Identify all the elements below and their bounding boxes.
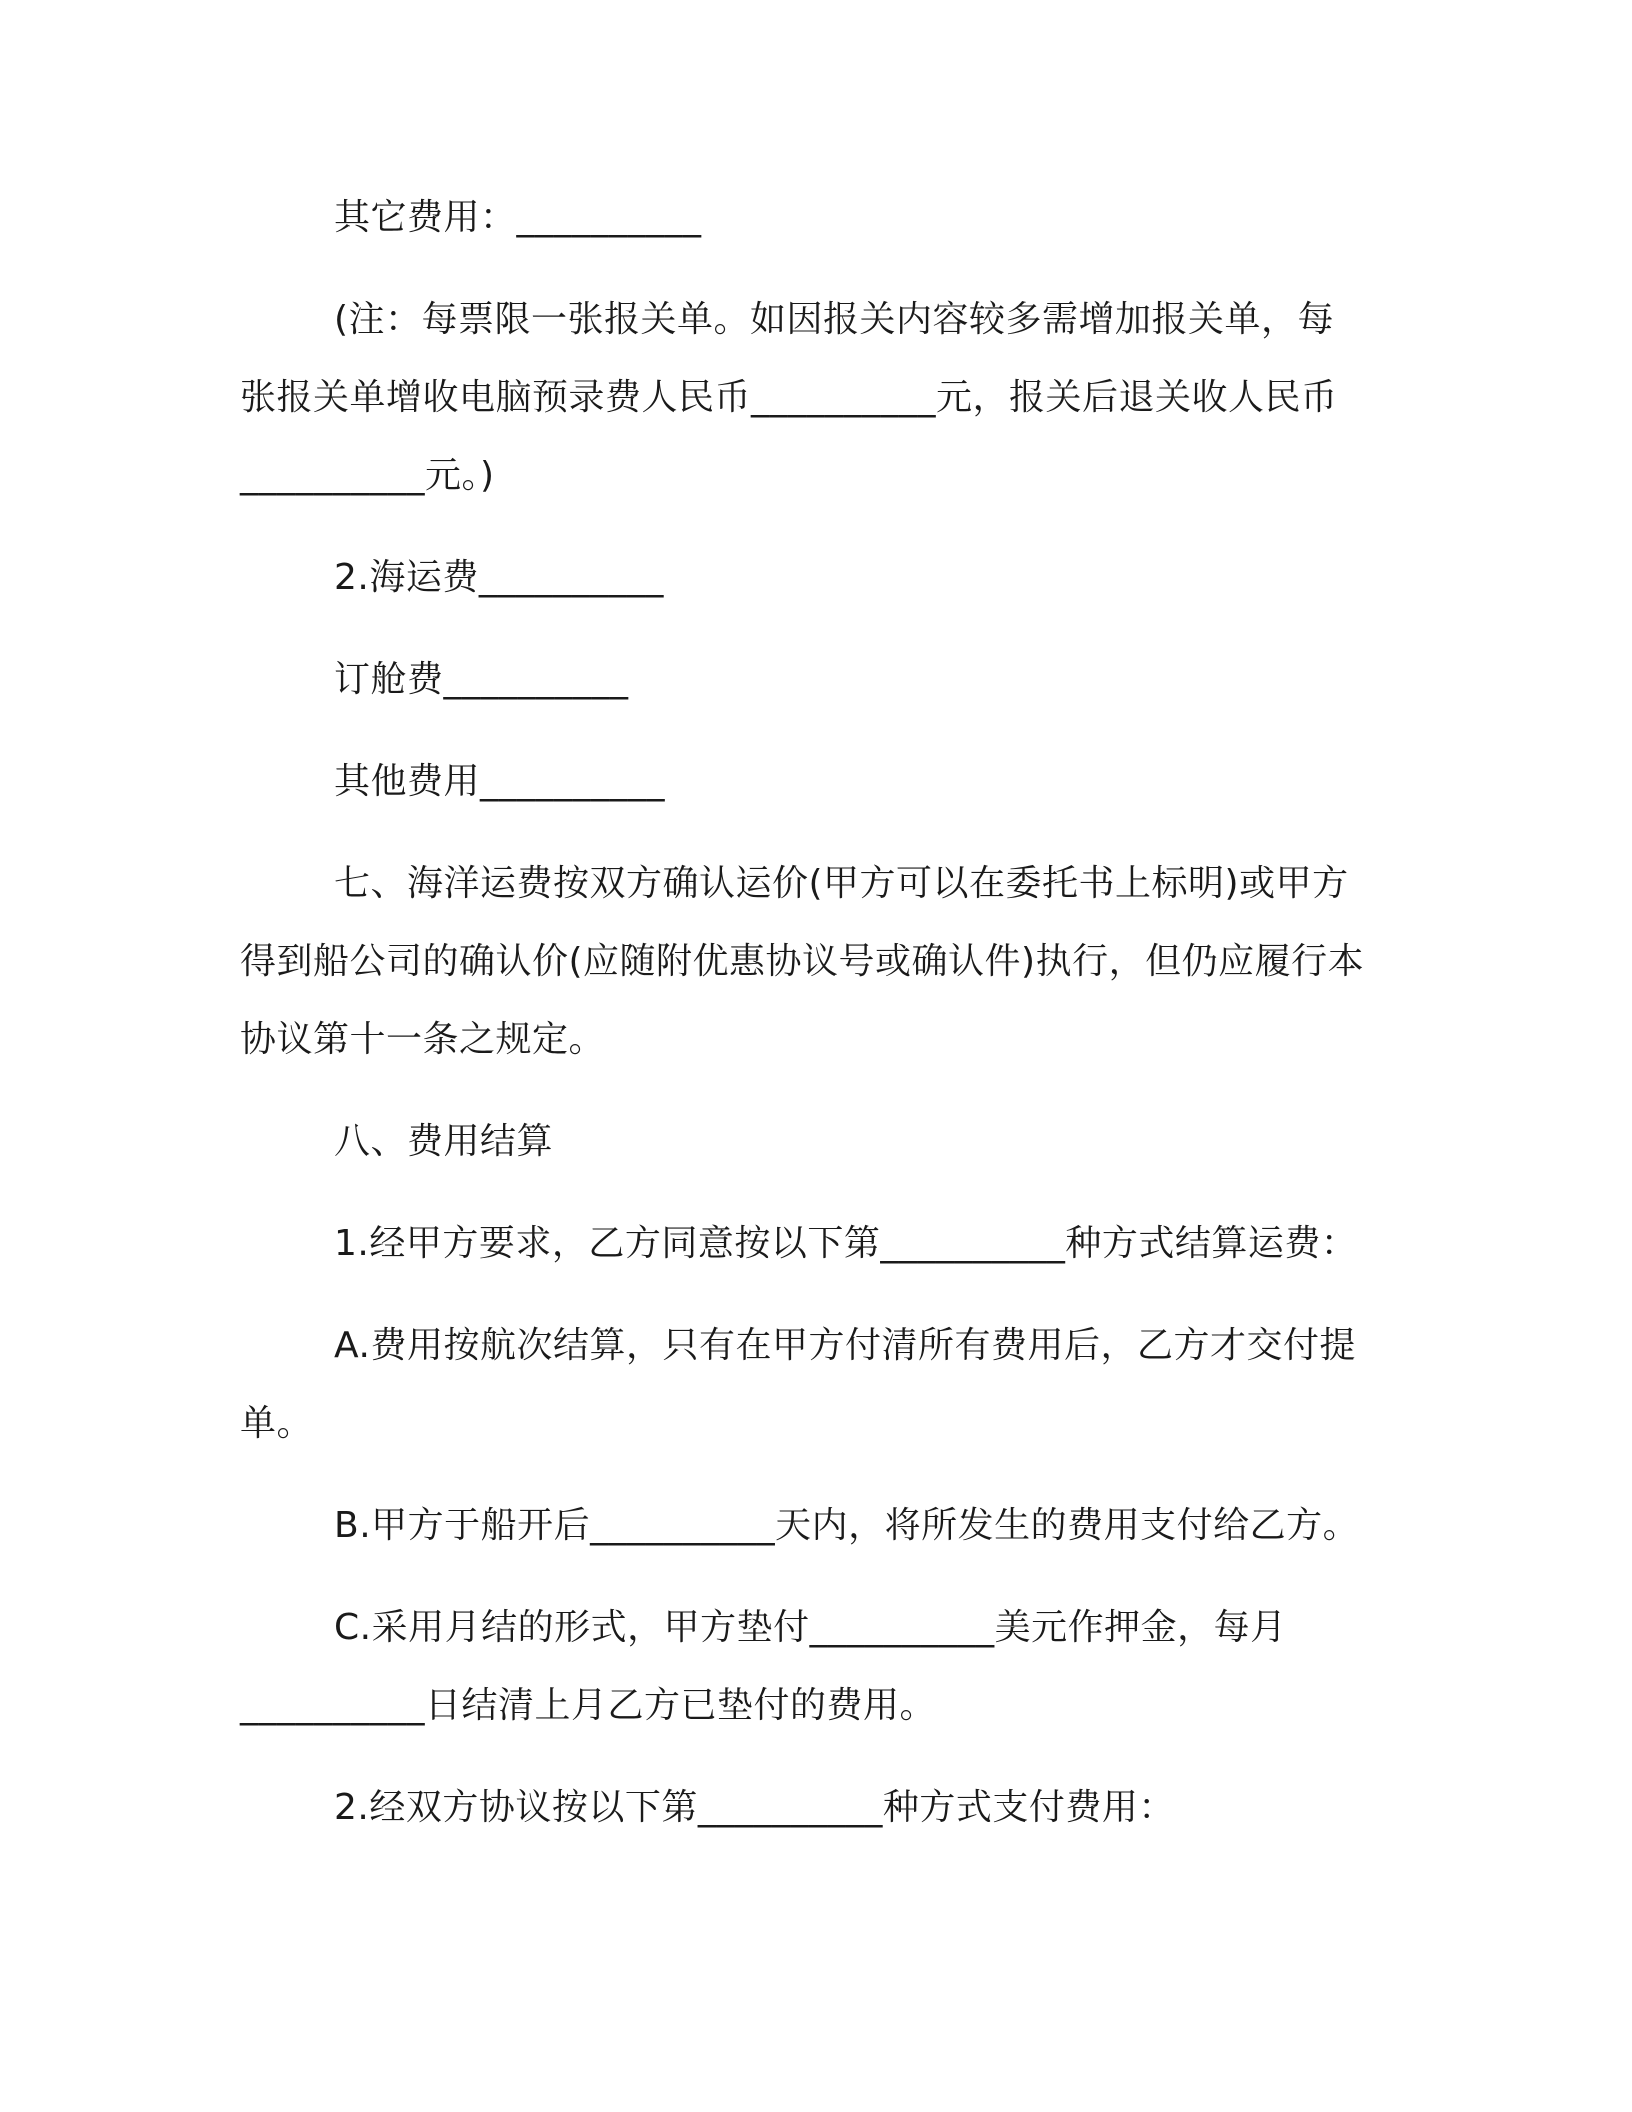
other-fees-line: 其它费用：__________ (334, 197, 702, 238)
other-expenses-line: 其他费用__________ (334, 761, 666, 802)
clause-seven-line-2: 得到船公司的确认价(应随附优惠协议号或确认件)执行，但仍应履行本 (240, 941, 1365, 982)
note-line-2: 张报关单增收电脑预录费人民币__________元，报关后退关收人民币 (240, 377, 1338, 418)
option-a-line-2: 单。 (240, 1403, 314, 1444)
note-line-1: (注：每票限一张报关单。如因报关内容较多需增加报关单，每 (334, 299, 1335, 340)
clause-eight-heading: 八、费用结算 (334, 1121, 554, 1162)
booking-fee-line: 订舱费__________ (334, 659, 629, 700)
option-b-line: B.甲方于船开后__________天内，将所发生的费用支付给乙方。 (334, 1505, 1360, 1546)
settlement-method-line: 1.经甲方要求，乙方同意按以下第__________种方式结算运费： (334, 1223, 1358, 1264)
option-c-line-1: C.采用月结的形式，甲方垫付__________美元作押金，每月 (334, 1607, 1287, 1648)
note-line-3: __________元。) (240, 455, 495, 496)
option-c-line-2: __________日结清上月乙方已垫付的费用。 (240, 1685, 937, 1726)
clause-seven-line-1: 七、海洋运费按双方确认运价(甲方可以在委托书上标明)或甲方 (334, 863, 1349, 904)
clause-seven-line-3: 协议第十一条之规定。 (240, 1019, 606, 1060)
payment-method-line: 2.经双方协议按以下第__________种方式支付费用： (334, 1787, 1175, 1828)
ocean-freight-line: 2.海运费__________ (334, 557, 664, 598)
option-a-line-1: A.费用按航次结算，只有在甲方付清所有费用后，乙方才交付提 (334, 1325, 1356, 1366)
